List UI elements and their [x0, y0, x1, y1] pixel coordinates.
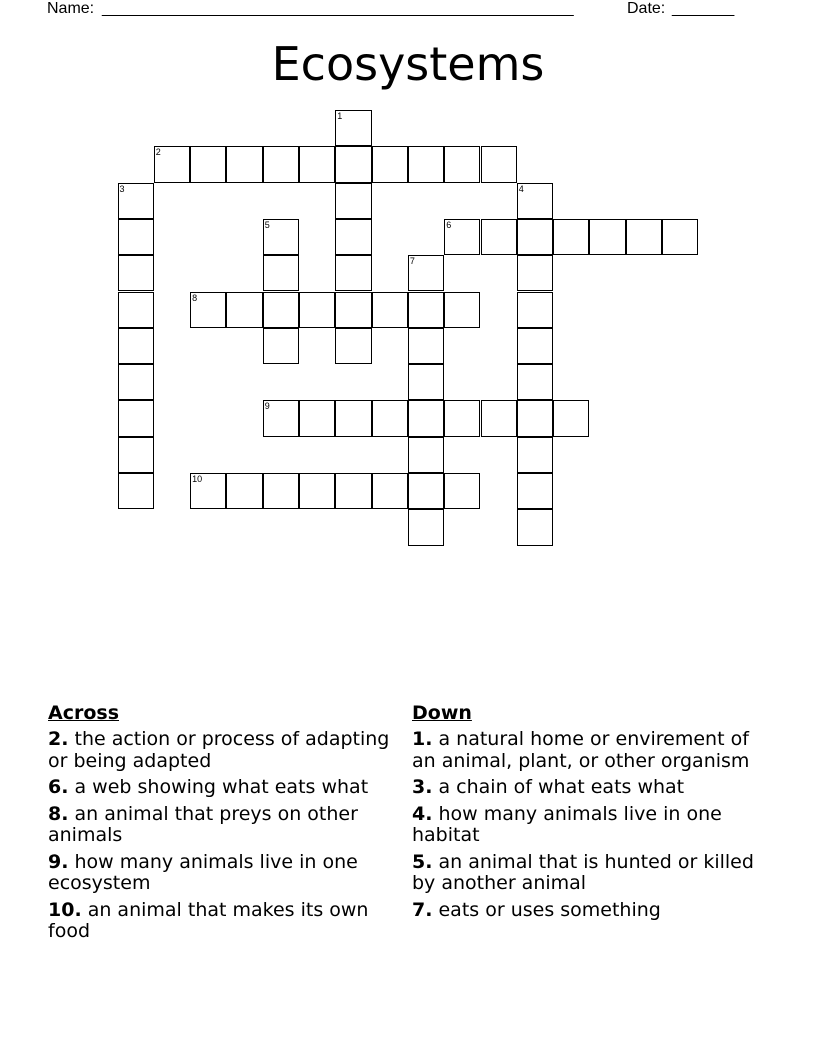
clue-number-5: 5	[264, 219, 270, 230]
across-clue-list	[48, 729, 393, 943]
clue-text: how many animals live in one habitat	[412, 802, 722, 846]
crossword-cell[interactable]	[118, 292, 154, 328]
crossword-cell[interactable]	[335, 219, 371, 255]
down-clue	[412, 900, 757, 922]
crossword-cell[interactable]	[263, 328, 299, 364]
across-clues	[48, 700, 393, 948]
crossword-cell[interactable]	[517, 292, 553, 328]
crossword-cell[interactable]	[154, 146, 190, 182]
crossword-cell[interactable]	[408, 509, 444, 545]
across-clue	[48, 729, 393, 772]
crossword-cell[interactable]	[372, 400, 408, 436]
across-clue	[48, 900, 393, 943]
crossword-cell[interactable]	[408, 292, 444, 328]
clue-number-3: 3	[119, 183, 125, 194]
crossword-cell[interactable]	[444, 146, 480, 182]
clue-number-2: 2	[155, 147, 161, 158]
crossword-cell[interactable]	[335, 110, 371, 146]
crossword-cell[interactable]	[408, 364, 444, 400]
down-clue-list	[412, 729, 757, 921]
clue-number-1: 1	[337, 111, 343, 121]
crossword-cell[interactable]	[481, 219, 517, 255]
crossword-cell[interactable]	[372, 292, 408, 328]
crossword-cell[interactable]	[517, 400, 553, 436]
crossword-cell[interactable]	[335, 328, 371, 364]
crossword-cell[interactable]	[335, 146, 371, 182]
date-label: Date:	[627, 0, 666, 17]
crossword-cell[interactable]	[444, 473, 480, 509]
clue-text: the action or process of adapting or being adapted	[48, 728, 390, 772]
clue-number-7: 7	[409, 256, 415, 267]
crossword-cell[interactable]	[118, 437, 154, 473]
crossword-cell[interactable]	[408, 255, 444, 291]
crossword-cell[interactable]	[190, 473, 226, 509]
clue-number: 5.	[412, 850, 433, 873]
crossword-cell[interactable]	[589, 219, 625, 255]
clue-text: how many animals live in one ecosystem	[48, 850, 358, 894]
down-clue	[412, 852, 757, 895]
crossword-cell[interactable]	[263, 292, 299, 328]
crossword-cell[interactable]	[118, 255, 154, 291]
crossword-cell[interactable]	[444, 292, 480, 328]
crossword-cell[interactable]	[263, 400, 299, 436]
crossword-cell[interactable]	[226, 292, 262, 328]
clue-number-4: 4	[518, 183, 524, 194]
page-title: Ecosystems	[271, 37, 545, 91]
crossword-cell[interactable]	[626, 219, 662, 255]
crossword-cell[interactable]	[517, 509, 553, 545]
crossword-cell[interactable]	[118, 328, 154, 364]
clue-number-10: 10	[192, 474, 203, 484]
clue-number-9: 9	[264, 401, 270, 412]
down-clues	[412, 700, 757, 926]
across-clue	[48, 852, 393, 895]
crossword-cell[interactable]	[226, 146, 262, 182]
clue-number: 10.	[48, 898, 82, 921]
crossword-cell[interactable]	[118, 183, 154, 219]
crossword-cell[interactable]	[408, 400, 444, 436]
crossword-cell[interactable]	[335, 473, 371, 509]
clue-number: 7.	[412, 898, 433, 921]
crossword-cell[interactable]	[517, 364, 553, 400]
crossword-cell[interactable]	[118, 364, 154, 400]
crossword-cell[interactable]	[517, 473, 553, 509]
crossword-cell[interactable]	[335, 183, 371, 219]
down-heading: Down	[412, 702, 472, 724]
crossword-cell[interactable]	[190, 292, 226, 328]
clue-text: an animal that makes its own food	[48, 898, 369, 942]
crossword-cell[interactable]	[372, 146, 408, 182]
clue-text: an animal that is hunted or killed by another animal	[412, 850, 754, 894]
crossword-cell[interactable]	[517, 437, 553, 473]
across-heading: Across	[48, 702, 120, 724]
crossword-cell[interactable]	[226, 473, 262, 509]
clue-number: 1.	[412, 728, 433, 750]
crossword-cell[interactable]	[517, 328, 553, 364]
clue-number: 6.	[48, 776, 69, 798]
crossword-cell[interactable]	[408, 146, 444, 182]
crossword-cell[interactable]	[299, 473, 335, 509]
crossword-cell[interactable]	[662, 219, 698, 255]
clue-number: 8.	[48, 802, 69, 825]
crossword-cell[interactable]	[335, 255, 371, 291]
crossword-cell[interactable]	[263, 473, 299, 509]
down-clue	[412, 804, 757, 847]
crossword-cell[interactable]	[335, 292, 371, 328]
crossword-cell[interactable]	[263, 255, 299, 291]
crossword-cell[interactable]	[481, 146, 517, 182]
down-clue	[412, 729, 757, 772]
name-label: Name:	[47, 0, 95, 17]
crossword-cell[interactable]	[517, 219, 553, 255]
crossword-cell[interactable]	[408, 437, 444, 473]
clue-number-6: 6	[446, 219, 452, 230]
clue-number: 9.	[48, 850, 69, 873]
clue-text: an animal that preys on other animals	[48, 802, 358, 846]
name-field[interactable]: _____________________________________________________	[102, 0, 574, 17]
clue-number: 2.	[48, 728, 69, 750]
crossword-cell[interactable]	[263, 146, 299, 182]
crossword-cell[interactable]	[118, 400, 154, 436]
crossword-cell[interactable]	[335, 400, 371, 436]
date-field[interactable]: _______	[672, 0, 735, 17]
crossword-cell[interactable]	[372, 473, 408, 509]
clue-number-8: 8	[192, 292, 198, 303]
crossword-cell[interactable]	[444, 400, 480, 436]
crossword-cell[interactable]	[299, 292, 335, 328]
clue-number: 3.	[412, 776, 433, 798]
clue-text: eats or uses something	[432, 898, 661, 921]
crossword-cell[interactable]	[408, 473, 444, 509]
crossword-cell[interactable]	[481, 400, 517, 436]
crossword-cell[interactable]	[118, 219, 154, 255]
crossword-cell[interactable]	[517, 183, 553, 219]
clue-text: a web showing what eats what	[68, 776, 369, 798]
clue-number: 4.	[412, 802, 433, 825]
crossword-cell[interactable]	[553, 400, 589, 436]
crossword-cell[interactable]	[408, 328, 444, 364]
crossword-cell[interactable]	[553, 219, 589, 255]
crossword-cell[interactable]	[299, 146, 335, 182]
crossword-cell[interactable]	[263, 219, 299, 255]
crossword-cell[interactable]	[190, 146, 226, 182]
crossword-cell[interactable]	[118, 473, 154, 509]
across-clue	[48, 777, 393, 799]
clue-text: a chain of what eats what	[432, 776, 685, 798]
down-clue	[412, 777, 757, 799]
crossword-cell[interactable]	[517, 255, 553, 291]
crossword-cell[interactable]	[299, 400, 335, 436]
crossword-cell[interactable]	[444, 219, 480, 255]
clue-text: a natural home or envirement of an animal, plant, or other organism	[412, 728, 750, 772]
across-clue	[48, 804, 393, 847]
